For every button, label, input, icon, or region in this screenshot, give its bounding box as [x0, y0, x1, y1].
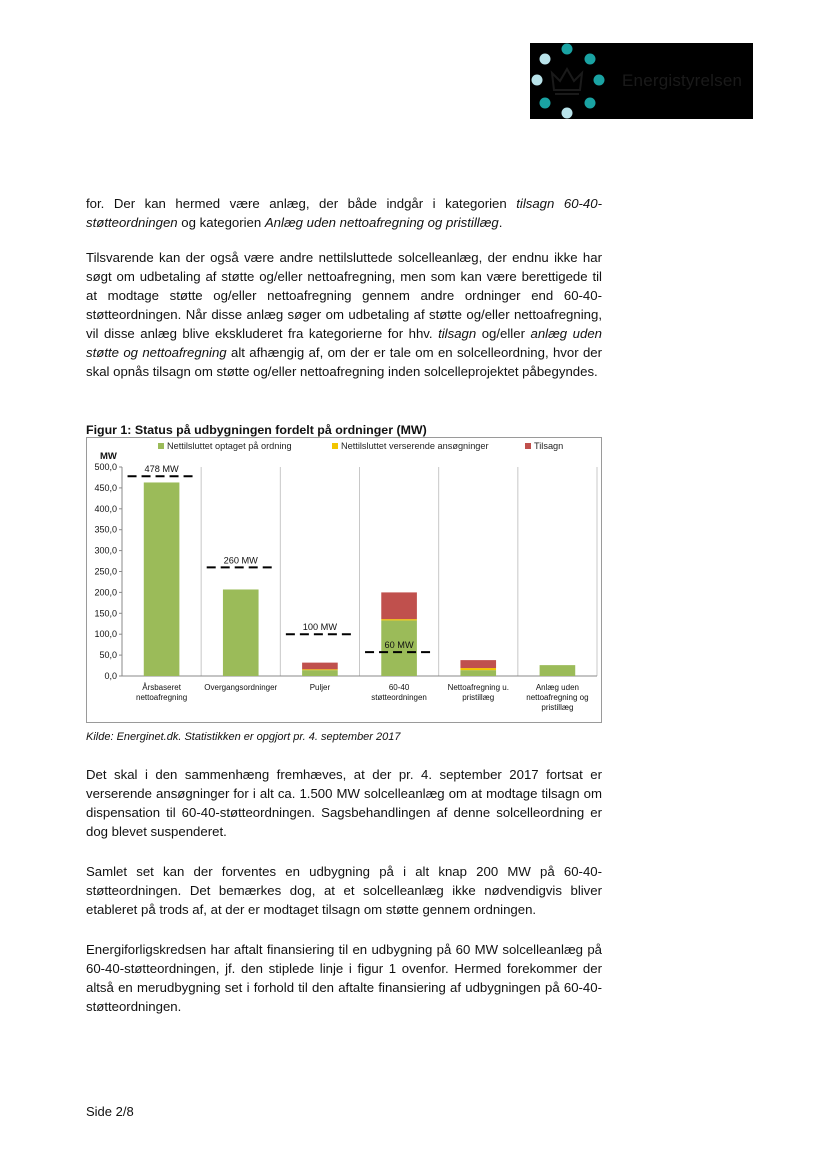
target-label-0: 478 MW	[144, 464, 179, 475]
legend-label-0: Nettilsluttet optaget på ordning	[167, 441, 292, 451]
p2-text-a: Tilsvarende kan der også være andre nettilsluttede solcelleanlæg, der endnu ikke har søgt om udbetaling af støtte og/eller nettoafregning, men som kan være berettigede til at modtage støtte og/eller nettoafregning gennem andre ordninger end 60-40-støtteordningen. Når disse anlæg søger om udbetaling af støtte og/eller nettoafregning, vil disse anlæg blive ekskluderet fra kategorierne for hhv.	[86, 250, 602, 341]
legend-label-1: Nettilsluttet verserende ansøgninger	[341, 441, 489, 451]
bar-1-series-0	[223, 589, 259, 676]
figure-title: Figur 1: Status på udbygningen fordelt på ordninger (MW)	[86, 423, 427, 437]
p1-italic-d: Anlæg uden nettoafregning og pristillæg	[264, 215, 499, 230]
legend-swatch-2	[525, 443, 531, 449]
y-tick-label-8: 400,0	[94, 503, 117, 514]
x-tick-label-5-1: nettoafregning og	[526, 693, 589, 702]
p1-text-e: .	[498, 215, 503, 230]
energistyrelsen-logo	[530, 43, 753, 119]
bar-2-series-0	[302, 670, 338, 676]
p2-italic-b: tilsagn	[438, 326, 477, 341]
y-tick-label-2: 100,0	[94, 629, 117, 640]
x-tick-label-5-0: Anlæg uden	[535, 683, 579, 692]
bar-3-series-2	[381, 592, 417, 619]
y-tick-label-1: 50,0	[99, 650, 117, 661]
figure-source: Kilde: Energinet.dk. Statistikken er opgjort pr. 4. september 2017	[86, 731, 401, 743]
target-label-2: 100 MW	[302, 622, 338, 633]
bar-3-series-1	[381, 619, 417, 620]
bar-5-series-0	[540, 665, 576, 676]
x-tick-label-2-0: Puljer	[309, 683, 331, 692]
p2-text-c: og/eller	[476, 326, 531, 341]
paragraph-1	[86, 194, 602, 232]
y-tick-label-9: 450,0	[94, 482, 117, 493]
x-tick-label-0-1: nettoafregning	[136, 693, 188, 702]
paragraph-3: Det skal i den sammenhæng fremhæves, at der pr. 4. september 2017 fortsat er verserende ansøgninger for i alt ca. 1.500 MW solcelleanlæg om at modtage tilsagn om dispensation til 60-40-støtteordningen. Sagsbehandlingen af denne solcelleordning er dog blevet suspenderet.	[86, 767, 602, 839]
y-tick-label-3: 150,0	[94, 608, 117, 619]
y-tick-label-4: 200,0	[94, 587, 117, 598]
p2-text-e: alt afhængig af, om der er tale om en solcelleordning, hvor der skal opnås tilsagn om støtte og/eller nettoafregning inden solcelleprojektet påbegyndes.	[86, 345, 602, 379]
x-tick-label-3-1: støtteordningen	[371, 693, 427, 702]
target-label-3: 60 MW	[384, 640, 414, 651]
x-tick-label-3-0: 60-40	[388, 683, 410, 692]
chart-svg	[86, 437, 602, 723]
y-tick-label-10: 500,0	[94, 462, 117, 472]
legend-swatch-1	[332, 443, 338, 449]
bar-4-series-2	[460, 660, 496, 668]
p1-text-c: og kategorien	[177, 215, 265, 230]
bar-2-series-1	[302, 669, 338, 670]
x-tick-label-4-0: Nettoafregning u.	[447, 683, 509, 692]
x-tick-label-1-0: Overgangsordninger	[204, 683, 278, 692]
y-tick-label-7: 350,0	[94, 524, 117, 535]
y-tick-label-6: 300,0	[94, 545, 117, 556]
legend-label-2: Tilsagn	[534, 441, 564, 451]
p1-italic-b: tilsagn 60-40-støtteordningen	[86, 196, 602, 230]
legend-swatch-0	[158, 443, 164, 449]
bar-0-series-0	[144, 482, 180, 676]
status-chart	[86, 437, 602, 723]
y-tick-label-5: 250,0	[94, 566, 117, 577]
paragraph-2	[86, 248, 602, 381]
paragraph-5: Energiforligskredsen har aftalt finansiering til en udbygning på 60 MW solcelleanlæg på 60-40-støtteordningen, jf. den stiplede linje i figur 1 ovenfor. Hermed forekommer der altså en merudbygning set i forhold til den aftalte finansiering af udbygningen på 60-40-støtteordningen.	[86, 942, 602, 1014]
target-label-1: 260 MW	[223, 555, 258, 566]
y-tick-label-0: 0,0	[104, 671, 117, 681]
logo-text: Energistyrelsen	[622, 71, 743, 90]
bar-4-series-0	[460, 670, 496, 676]
page-number: Side 2/8	[86, 1104, 134, 1119]
p2-italic-d: anlæg uden støtte og nettoafregning	[86, 326, 602, 360]
x-tick-label-0-0: Årsbaseret	[142, 683, 181, 692]
bar-2-series-2	[302, 663, 338, 670]
x-tick-label-5-2: pristillæg	[541, 703, 574, 712]
bar-4-series-1	[460, 668, 496, 670]
p1-text-a: for. Der kan hermed være anlæg, der både indgår i kategorien	[86, 196, 517, 211]
y-axis-label: MW	[100, 451, 117, 462]
x-tick-label-4-1: pristillæg	[462, 693, 495, 702]
paragraph-4: Samlet set kan der forventes en udbygning på i alt knap 200 MW på 60-40-støtteordningen. Det bemærkes dog, at et solcelleanlæg ikke nødvendigvis bliver etableret på trods af, at der er modtaget tilsagn om støtte gennem ordningen.	[86, 864, 602, 917]
